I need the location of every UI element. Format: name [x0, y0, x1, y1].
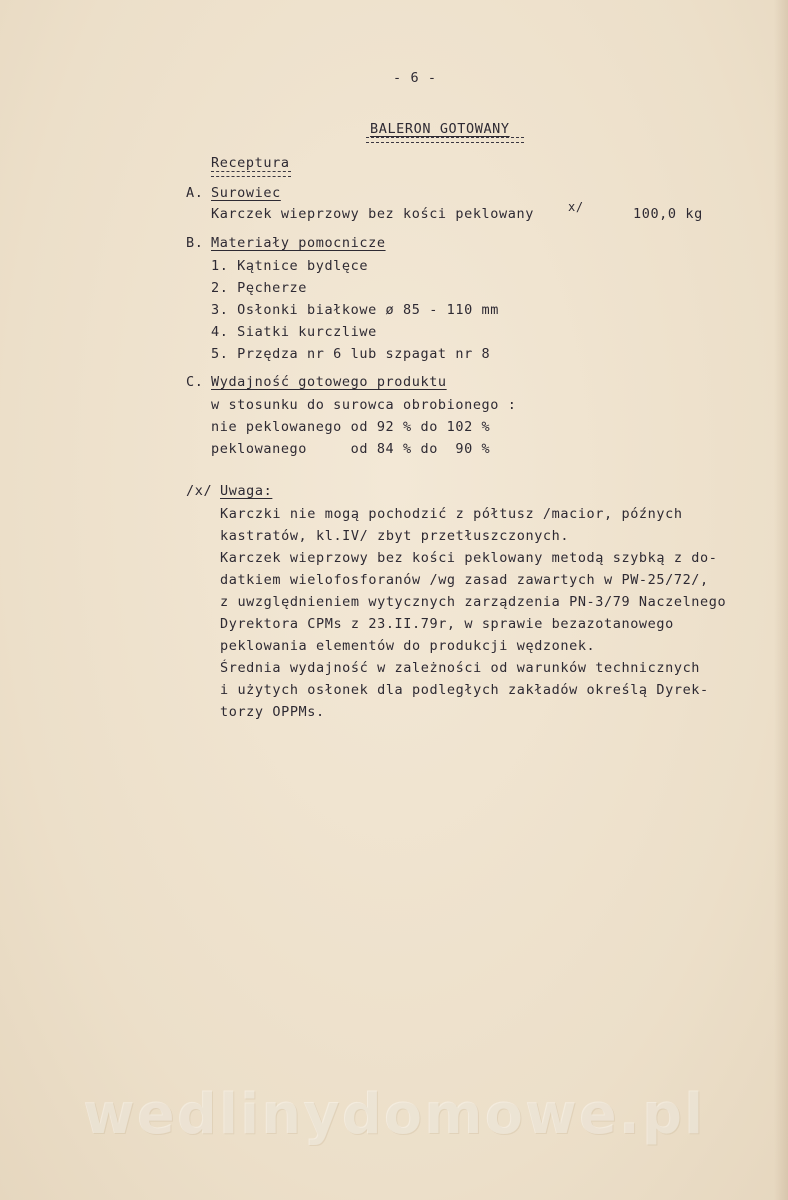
note-line: datkiem wielofosforanów /wg zasad zawartych w PW-25/72/, — [220, 572, 709, 588]
note-line: Dyrektora CPMs z 23.II.79r, w sprawie bezazotanowego — [220, 616, 674, 632]
auxiliary-item: 2. Pęcherze — [211, 280, 308, 296]
title-double-underline — [366, 137, 524, 143]
auxiliary-item: 4. Siatki kurczliwe — [211, 324, 377, 340]
note-line: Karczki nie mogą pochodzić z półtusz /macior, późnych — [220, 506, 683, 522]
recipe-heading: Receptura — [211, 155, 290, 171]
section-c-heading: Wydajność gotowego produktu — [211, 374, 447, 390]
note-line: torzy OPPMs. — [220, 704, 325, 720]
section-a-letter: A. — [186, 185, 204, 201]
note-heading: Uwaga: — [220, 483, 273, 499]
section-a-heading: Surowiec — [211, 185, 281, 201]
page-edge-shadow — [774, 0, 788, 1200]
section-c-letter: C. — [186, 374, 204, 390]
watermark: wedlinydomowe.pl — [82, 1082, 706, 1147]
yield-line: peklowanego od 84 % do 90 % — [211, 441, 491, 457]
raw-material-amount: 100,0 kg — [633, 206, 703, 222]
raw-material-item: Karczek wieprzowy bez kości peklowany — [211, 206, 534, 222]
document-title: BALERON GOTOWANY — [370, 121, 510, 137]
note-line: z uwzględnieniem wytycznych zarządzenia PN-3/79 Naczelnego — [220, 594, 727, 610]
page-number: - 6 - — [393, 70, 437, 86]
yield-line: nie peklowanego od 92 % do 102 % — [211, 419, 491, 435]
note-mark: /x/ — [186, 483, 213, 499]
yield-line: w stosunku do surowca obrobionego : — [211, 397, 517, 413]
recipe-heading-underline — [211, 171, 291, 177]
auxiliary-item: 3. Osłonki białkowe ø 85 - 110 mm — [211, 302, 500, 318]
section-b-letter: B. — [186, 235, 204, 251]
auxiliary-item: 1. Kątnice bydlęce — [211, 258, 369, 274]
section-b-heading: Materiały pomocnicze — [211, 235, 386, 251]
auxiliary-item: 5. Przędza nr 6 lub szpagat nr 8 — [211, 346, 491, 362]
note-line: Średnia wydajność w zależności od warunków technicznych — [220, 660, 701, 676]
note-line: kastratów, kl.IV/ zbyt przetłuszczonych. — [220, 528, 570, 544]
note-line: Karczek wieprzowy bez kości peklowany metodą szybką z do- — [220, 550, 718, 566]
note-line: i użytych osłonek dla podległych zakładów określą Dyrek- — [220, 682, 709, 698]
note-line: peklowania elementów do produkcji wędzonek. — [220, 638, 596, 654]
footnote-mark: x/ — [568, 200, 584, 214]
